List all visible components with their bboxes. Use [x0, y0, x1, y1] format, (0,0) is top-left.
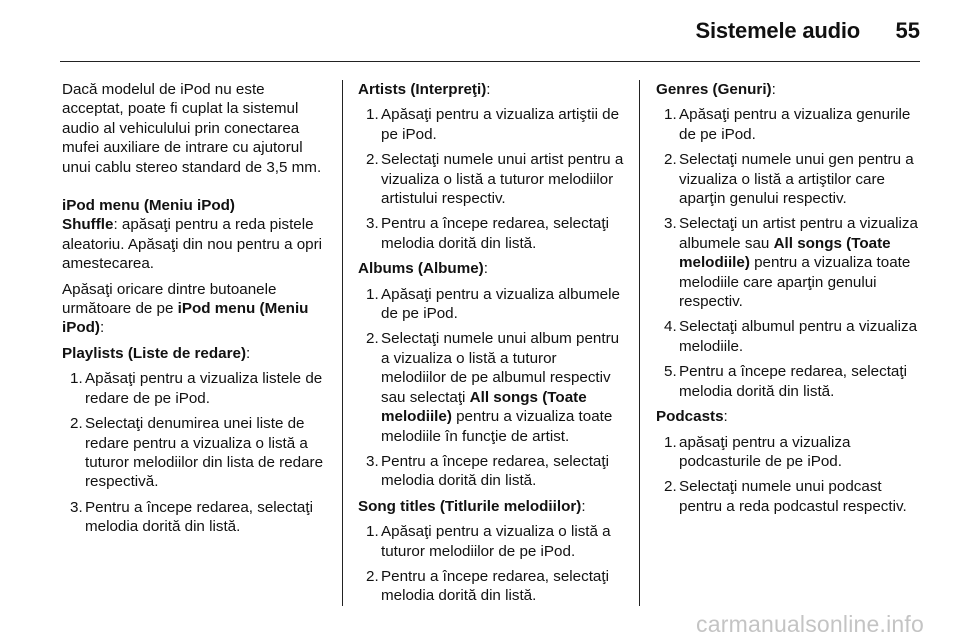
intro-paragraph: Dacă modelul de iPod nu este acceptat, poate fi cuplat la sistemul audio al vehiculului prin conectarea mufei auxiliare de intrare cu ajutorul unui cablu stereo standard de 3,5 mm. — [62, 81, 322, 176]
ipod-menu-heading: iPod menu (Meniu iPod) — [62, 197, 235, 215]
albums-steps — [358, 285, 624, 491]
list-item: 1. Apăsaţi pentru a vizualiza o listă a tuturor melodiilor de pe iPod. — [366, 523, 611, 560]
genres-heading: Genres (Genuri): — [656, 81, 776, 98]
column-divider-2 — [639, 80, 640, 606]
list-item: 2. Selectaţi numele unui artist pentru a vizualiza o listă a tuturor melodiilor artistului respectiv. — [366, 151, 624, 208]
list-item: 2. Selectaţi denumirea unei liste de redare pentru a vizualiza o listă a tuturor melodiilor din lista de redare respectivă. — [70, 415, 324, 491]
section-title: Sistemele audio — [695, 18, 860, 43]
playlists-heading: Playlists (Liste de redare): — [62, 344, 251, 362]
genres-steps — [656, 105, 924, 401]
list-item: 4. Selectaţi albumul pentru a vizualiza melodiile. — [664, 318, 918, 355]
column-1 — [62, 80, 330, 537]
list-item: 5. Pentru a începe redarea, selectaţi melodia dorită din listă. — [664, 363, 907, 400]
list-item: 3. Pentru a începe redarea, selectaţi melodia dorită din listă. — [366, 452, 609, 490]
list-item: 3. Pentru a începe redarea, selectaţi melodia dorită din listă. — [366, 215, 609, 252]
list-item: 2. Selectaţi numele unui album pentru a vizualiza o listă a tuturor melodiilor de pe albumul respectiv sau selectaţi All songs (Toate melodiile) pentru a vizualiza toate melodiile în funcţie de artist. — [366, 330, 620, 445]
list-item: 1. Apăsaţi pentru a vizualiza genurile de pe iPod. — [664, 106, 911, 143]
shuffle-paragraph: Shuffle: apăsaţi pentru a reda pistele aleatoriu. Apăsaţi din nou pentru a opri amestecarea. — [62, 216, 323, 273]
albums-heading: Albums (Albume): — [358, 260, 488, 278]
column-3 — [656, 80, 924, 516]
song-titles-heading: Song titles (Titlurile melodiilor): — [358, 497, 586, 515]
list-item: 2. Selectaţi numele unui podcast pentru a reda podcastul respectiv. — [664, 478, 907, 515]
press-buttons-paragraph: Apăsaţi oricare dintre butoanele următoare de pe iPod menu (Meniu iPod): — [62, 280, 309, 337]
podcasts-heading: Podcasts: — [656, 408, 728, 426]
podcasts-steps — [656, 433, 924, 517]
song-titles-steps — [358, 522, 624, 606]
column-2 — [358, 80, 624, 606]
column-divider-1 — [342, 80, 343, 606]
list-item: 2. Selectaţi numele unui gen pentru a vizualiza o listă a artiştilor care aparţin genului respectiv. — [664, 151, 914, 208]
page-number: 55 — [895, 18, 920, 43]
list-item: 2. Pentru a începe redarea, selectaţi melodia dorită din listă. — [366, 567, 609, 605]
watermark: carmanualsonline.info — [696, 611, 924, 637]
header-divider — [60, 61, 920, 62]
list-item: 3. Selectaţi un artist pentru a vizualiza albumele sau All songs (Toate melodiile) pentru a vizualiza toate melodiile care aparţin genului respectiv. — [664, 215, 918, 311]
artists-steps — [358, 105, 624, 253]
list-item: 1. apăsaţi pentru a vizualiza podcasturile de pe iPod. — [664, 433, 851, 470]
list-item: 1. Apăsaţi pentru a vizualiza albumele de pe iPod. — [366, 285, 620, 323]
list-item: 1. Apăsaţi pentru a vizualiza listele de redare de pe iPod. — [70, 370, 323, 407]
page-header — [0, 0, 960, 62]
playlists-steps — [62, 369, 330, 536]
list-item: 1. Apăsaţi pentru a vizualiza artiştii de pe iPod. — [366, 106, 620, 143]
list-item: 3. Pentru a începe redarea, selectaţi melodia dorită din listă. — [70, 498, 313, 536]
artists-heading: Artists (Interpreţi): — [358, 81, 491, 98]
shuffle-term: Shuffle — [62, 216, 114, 234]
